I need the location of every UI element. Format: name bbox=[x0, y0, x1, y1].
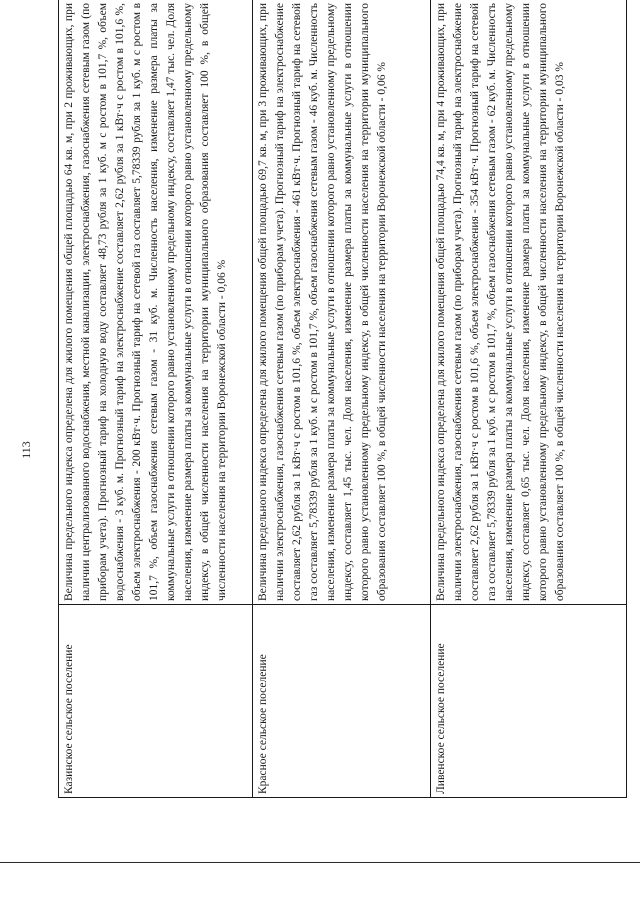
table-row bbox=[59, 0, 253, 798]
settlements-table bbox=[58, 0, 627, 798]
settlement-name-cell: Красное сельское поселение bbox=[253, 605, 431, 798]
rotated-table-area bbox=[58, 3, 626, 798]
index-description-cell: Величина предельного индекса определена для жилого помещения общей площадью 74,4 кв. м, при 4 проживающих, при наличии электроснабжения, газоснабжения сетевым газом (по приборам учета). Прогнозный тариф на электроснабжение составляет 2,62 рубля за 1 кВт·ч с ростом в 101,6 %, объем электроснабжения - 354 кВт·ч. Прогнозный тариф на сетевой газ составляет 5,78339 рубля за 1 куб. м с ростом в 101,7 %, объем газоснабжения сетевым газом - 62 куб. м. Численность населения, изменение размера платы за коммунальные услуги в отношении которого равно установленному предельному индексу, составляет 0,65 тыс. чел. Доля населения, изменение размера платы за коммунальные услуги в отношении которого равно установленному предельному индексу, в общей численности населения на территории муниципального образования составляет 100 %, в общей численности населения на территории Воронежской области - 0,03 % bbox=[431, 0, 627, 605]
index-description-cell: Величина предельного индекса определена для жилого помещения общей площадью 64 кв. м, при 2 проживающих, при наличии централизованного водоснабжения, местной канализации, электроснабжения, газоснабжения сетевым газом (по приборам учета). Прогнозный тариф на холодную воду составляет 48,73 рубля за 1 куб. м с ростом в 101,7 %, объем водоснабжения - 3 куб. м. Прогнозный тариф на электроснабжение составляет 2,62 рубля за 1 кВт·ч с ростом в 101,6 %, объем электроснабжения - 200 кВт·ч. Прогнозный тариф на сетевой газ составляет 5,78339 рубля за 1 куб. м с ростом в 101,7 %, объем газоснабжения сетевым газом - 31 куб. м. Численность населения, изменение размера платы за коммунальные услуги в отношении которого равно установленному предельному индексу, составляет 1,47 тыс. чел. Доля населения, изменение размера платы за коммунальные услуги в отношении которого равно установленному предельному индексу, в общей численности населения на территории муниципального образования составляет 100 %, в общей численности населения на территории Воронежской области - 0,06 % bbox=[59, 0, 253, 605]
settlement-name-cell: Ливенское сельское поселение bbox=[431, 605, 627, 798]
index-description-cell: Величина предельного индекса определена для жилого помещения общей площадью 69,7 кв. м, при 3 проживающих, при наличии электроснабжения, газоснабжения сетевым газом (по приборам учета). Прогнозный тариф на электроснабжение составляет 2,62 рубля за 1 кВт·ч с ростом в 101,6 %, объем электроснабжения - 461 кВт·ч. Прогнозный тариф на сетевой газ составляет 5,78339 рубля за 1 куб. м с ростом в 101,7 %, объем газоснабжения сетевым газом - 46 куб. м. Численность населения, изменение размера платы за коммунальные услуги в отношении которого равно установленному предельному индексу, составляет 1,45 тыс. чел. Доля населения, изменение размера платы за коммунальные услуги в отношении которого равно установленному предельному индексу, в общей численности населения на территории муниципального образования составляет 100 %, в общей численности населения на территории Воронежской области - 0,06 % bbox=[253, 0, 431, 605]
settlement-name-cell: Казинское сельское поселение bbox=[59, 605, 253, 798]
rotated-page-content bbox=[58, 3, 626, 798]
bottom-divider bbox=[0, 862, 640, 863]
table-row bbox=[431, 0, 627, 798]
page-number: 113 bbox=[19, 441, 33, 459]
table-row bbox=[253, 0, 431, 798]
